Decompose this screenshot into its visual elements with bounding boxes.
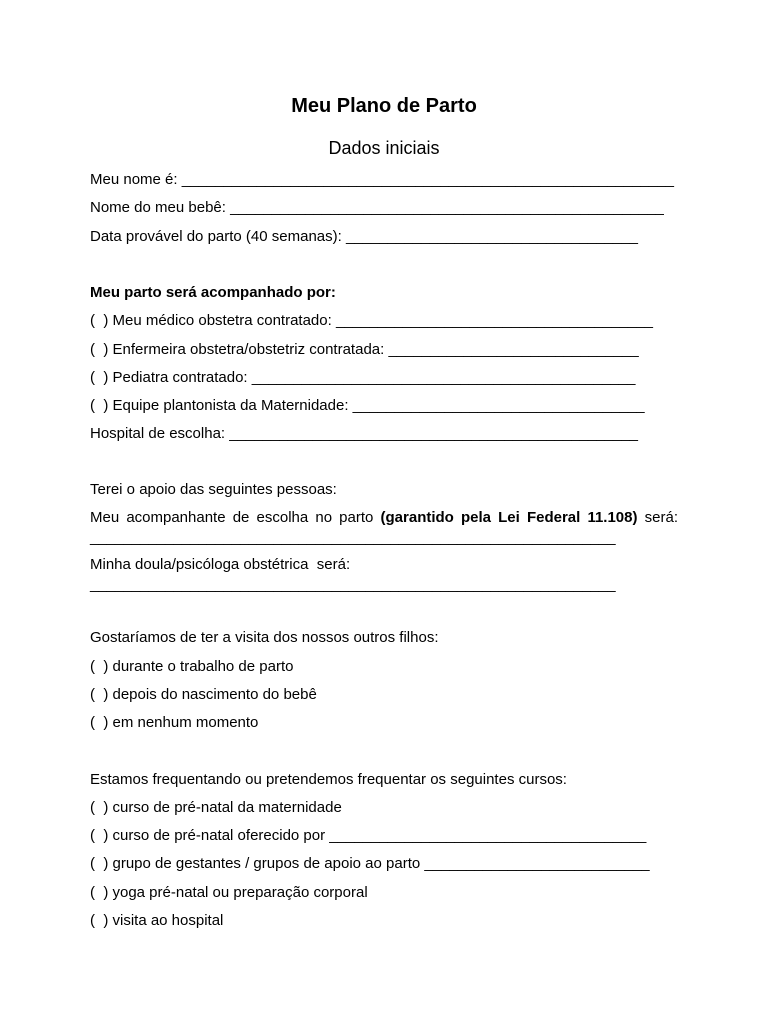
- option-support-group: ( ) grupo de gestantes / grupos de apoio ao parto ___________________________: [90, 855, 650, 872]
- doula-blank: _______________________________________________________________: [90, 576, 616, 593]
- doula-field: Minha doula/psicóloga obstétrica será:: [90, 556, 351, 573]
- option-pediatrician: ( ) Pediatra contratado: ______________________________________________: [90, 369, 636, 386]
- page-title: Meu Plano de Parto: [291, 95, 477, 117]
- section-subtitle: Dados iniciais: [328, 138, 440, 158]
- option-obstetrician: ( ) Meu médico obstetra contratado: ______________________________________: [90, 312, 653, 329]
- option-course-offered-by: ( ) curso de pré-natal oferecido por ______________________________________: [90, 827, 647, 844]
- companion-line: [90, 508, 678, 528]
- option-course-maternity: ( ) curso de pré-natal da maternidade: [90, 799, 342, 816]
- companion-law-note: (garantido pela Lei Federal 11.108): [380, 509, 638, 526]
- companion-suffix: será:: [644, 509, 678, 526]
- option-nurse: ( ) Enfermeira obstetra/obstetriz contratada: ______________________________: [90, 341, 639, 358]
- option-visit-after-birth: ( ) depois do nascimento do bebê: [90, 686, 317, 703]
- visits-heading: Gostaríamos de ter a visita dos nossos outros filhos:: [90, 629, 439, 646]
- hospital-field: Hospital de escolha: _________________________________________________: [90, 425, 639, 442]
- name-field: Meu nome é: ___________________________________________________________: [90, 171, 674, 188]
- option-hospital-visit: ( ) visita ao hospital: [90, 912, 224, 929]
- courses-heading: Estamos frequentando ou pretendemos frequentar os seguintes cursos:: [90, 771, 567, 788]
- option-visit-never: ( ) em nenhum momento: [90, 714, 259, 731]
- due-date-field: Data provável do parto (40 semanas): ___________________________________: [90, 228, 638, 245]
- option-maternity-team: ( ) Equipe plantonista da Maternidade: ___________________________________: [90, 397, 645, 414]
- option-yoga: ( ) yoga pré-natal ou preparação corporal: [90, 884, 368, 901]
- baby-name-field: Nome do meu bebê: ____________________________________________________: [90, 199, 664, 216]
- companion-prefix: Meu acompanhante de escolha no parto: [90, 509, 374, 526]
- support-heading: Terei o apoio das seguintes pessoas:: [90, 481, 337, 498]
- option-visit-labor: ( ) durante o trabalho de parto: [90, 658, 294, 675]
- accompanied-heading: Meu parto será acompanhado por:: [90, 284, 336, 301]
- companion-blank: _______________________________________________________________: [90, 529, 616, 546]
